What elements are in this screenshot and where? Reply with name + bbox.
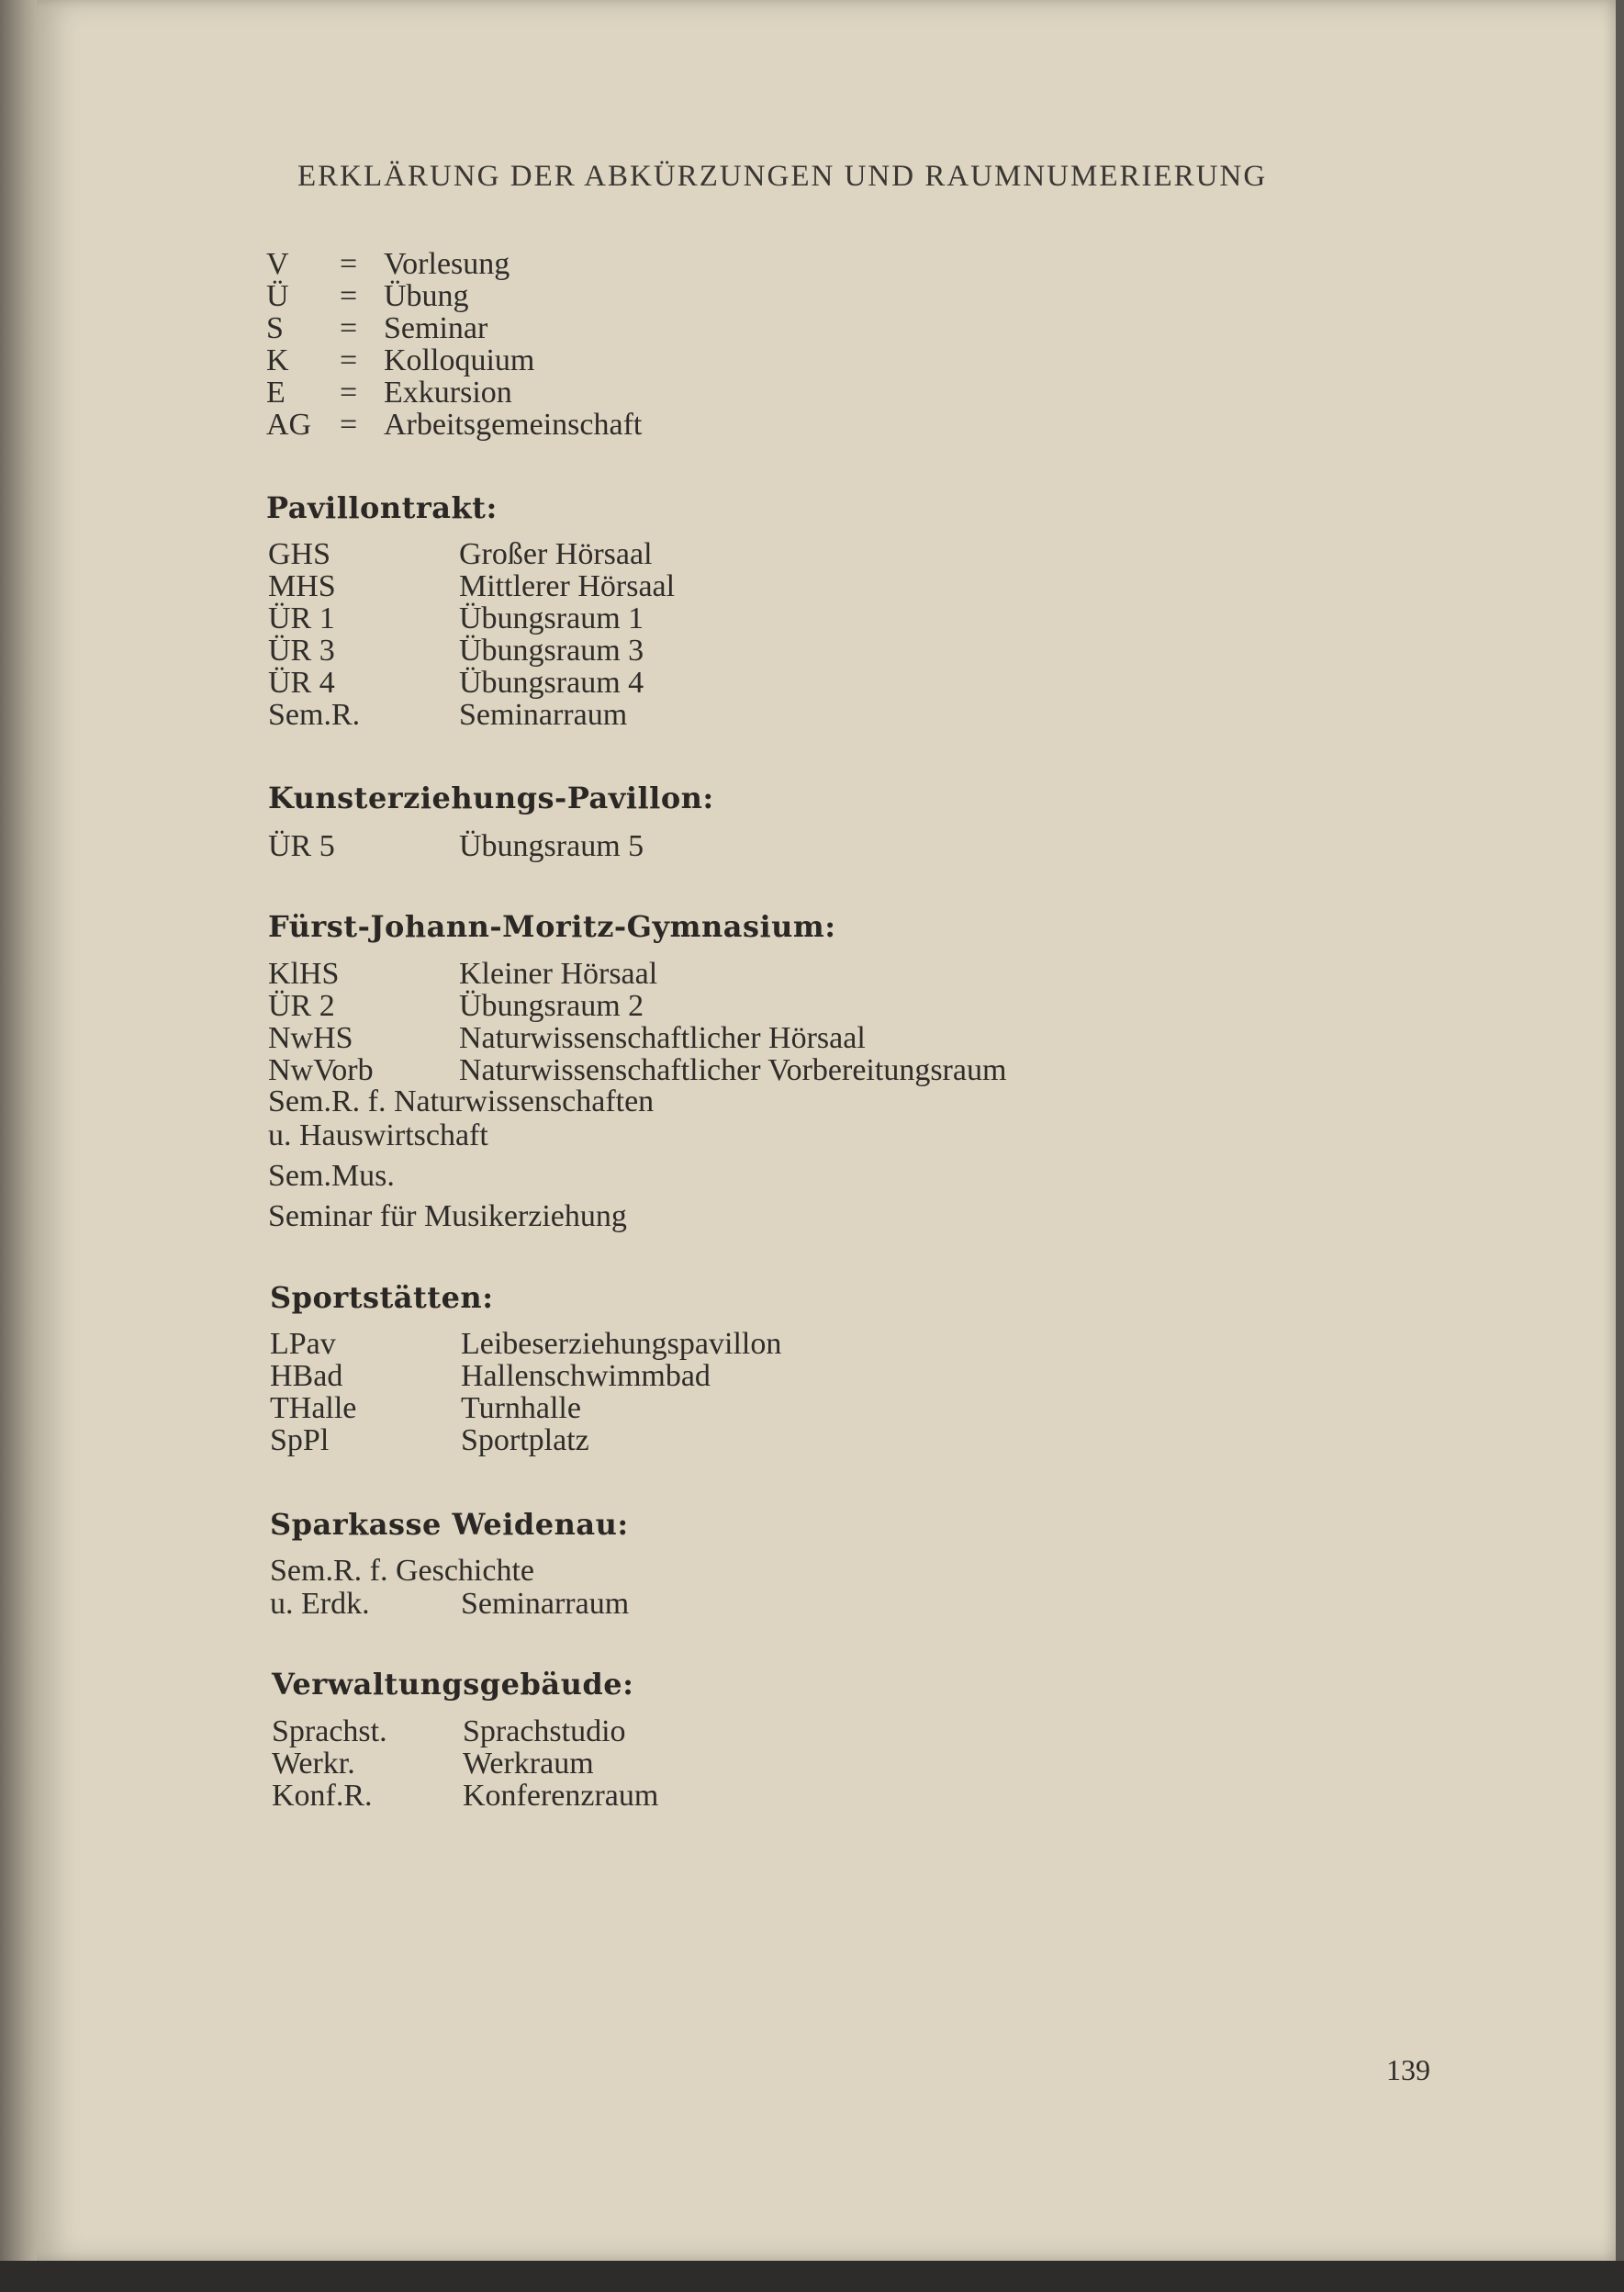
equals-sign: = (340, 376, 358, 410)
room-code: KlHS (268, 957, 340, 991)
equals-sign: = (340, 408, 358, 442)
abbreviation-code: AG (266, 408, 312, 442)
room-label: Großer Hörsaal (459, 537, 653, 571)
room-code: MHS (268, 569, 336, 603)
room-code: ÜR 5 (268, 829, 335, 863)
section-heading-gymnasium: Fürst-Johann-Moritz-Gymnasium: (268, 909, 836, 944)
section-heading-sparkasse: Sparkasse Weidenau: (270, 1507, 629, 1542)
room-label: Seminarraum (461, 1587, 630, 1621)
seminar-room-line: Sem.R. f. Geschichte (270, 1554, 534, 1588)
music-seminar-label: Seminar für Musikerziehung (268, 1199, 627, 1233)
page-number: 139 (1386, 2053, 1430, 2086)
section-heading-pavillontrakt: Pavillontrakt: (266, 490, 498, 525)
room-label: Konferenzraum (463, 1779, 659, 1813)
equals-sign: = (340, 343, 358, 377)
section-heading-kunst: Kunsterziehungs-Pavillon: (268, 781, 714, 815)
room-code: Sprachst. (272, 1714, 387, 1748)
room-label: Übungsraum 3 (459, 634, 644, 668)
abbreviation-code: S (266, 311, 284, 345)
room-label: Übungsraum 2 (459, 989, 644, 1023)
abbreviation-label: Übung (384, 279, 469, 313)
room-code: NwHS (268, 1021, 353, 1055)
room-code: THalle (270, 1391, 357, 1425)
room-code: GHS (268, 537, 331, 571)
room-code: ÜR 2 (268, 989, 335, 1023)
abbreviation-label: Kolloquium (384, 343, 535, 377)
room-code: ÜR 1 (268, 601, 335, 635)
room-code: NwVorb (268, 1053, 374, 1087)
room-code: u. Erdk. (270, 1587, 370, 1621)
scan-border (0, 2261, 1624, 2292)
room-label: Übungsraum 4 (459, 666, 644, 700)
abbreviation-label: Vorlesung (384, 247, 510, 281)
abbreviation-label: Exkursion (384, 376, 512, 410)
room-label: Sportplatz (461, 1423, 589, 1457)
music-seminar-code: Sem.Mus. (268, 1159, 395, 1193)
room-code: HBad (270, 1359, 343, 1393)
page-title: ERKLÄRUNG DER ABKÜRZUNGEN UND RAUMNUMERIERUNG (297, 160, 1268, 193)
room-code: ÜR 4 (268, 666, 335, 700)
room-label: Naturwissenschaftlicher Vorbereitungsraum (459, 1053, 1007, 1087)
abbreviation-code: V (266, 247, 289, 281)
room-label: Seminarraum (459, 698, 628, 732)
abbreviation-code: Ü (266, 279, 289, 313)
abbreviation-label: Arbeitsgemeinschaft (384, 408, 643, 442)
room-label: Leibeserziehungspavillon (461, 1327, 782, 1361)
section-heading-verwaltung: Verwaltungsgebäude: (272, 1667, 634, 1702)
room-code: SpPl (270, 1423, 330, 1457)
section-heading-sport: Sportstätten: (270, 1280, 494, 1315)
equals-sign: = (340, 311, 358, 345)
room-label: Sprachstudio (463, 1714, 626, 1748)
paper-page (37, 0, 1616, 2261)
seminar-room-line: u. Hauswirtschaft (268, 1118, 488, 1152)
room-label: Mittlerer Hörsaal (459, 569, 676, 603)
seminar-room-line: Sem.R. f. Naturwissenschaften (268, 1084, 655, 1118)
room-label: Kleiner Hörsaal (459, 957, 658, 991)
abbreviation-code: K (266, 343, 289, 377)
room-label: Werkraum (463, 1747, 594, 1781)
room-label: Übungsraum 5 (459, 829, 644, 863)
room-code: LPav (270, 1327, 336, 1361)
abbreviation-code: E (266, 376, 286, 410)
page-edge (1616, 0, 1624, 2261)
room-label: Übungsraum 1 (459, 601, 644, 635)
abbreviation-label: Seminar (384, 311, 488, 345)
room-code: Konf.R. (272, 1779, 373, 1813)
equals-sign: = (340, 279, 358, 313)
room-code: Sem.R. (268, 698, 361, 732)
room-label: Turnhalle (461, 1391, 581, 1425)
room-code: Werkr. (272, 1747, 355, 1781)
room-label: Hallenschwimmbad (461, 1359, 711, 1393)
room-label: Naturwissenschaftlicher Hörsaal (459, 1021, 866, 1055)
page-content (37, 0, 1616, 2261)
equals-sign: = (340, 247, 358, 281)
room-code: ÜR 3 (268, 634, 335, 668)
